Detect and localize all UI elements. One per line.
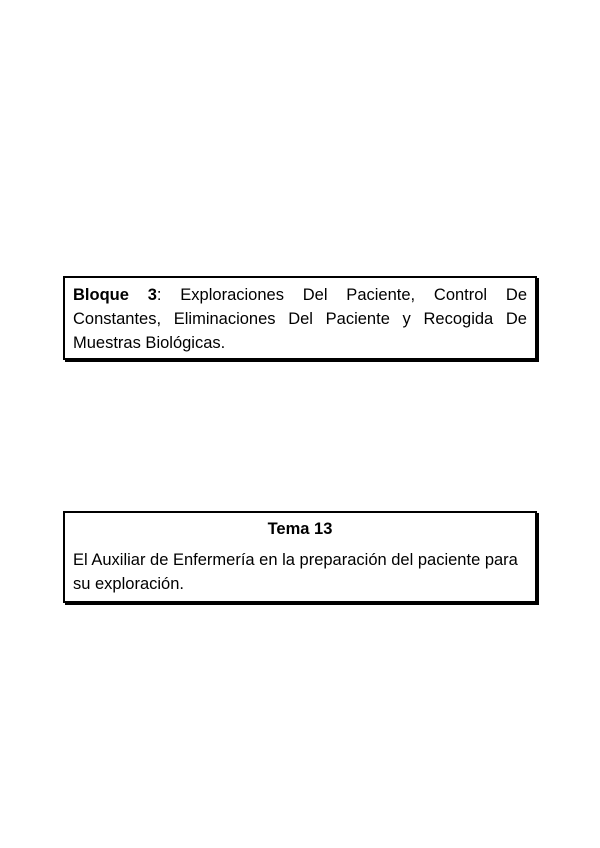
bloque-label: Bloque 3 [73, 286, 157, 304]
tema-title: Tema 13 [267, 520, 333, 538]
tema-box [63, 511, 537, 603]
bloque-description: Exploraciones Del Paciente, Control De Constantes, Eliminaciones Del Paciente y Recogida De Muestras Biológicas. [73, 286, 527, 352]
tema-description: El Auxiliar de Enfermería en la preparación del paciente para su exploración. [73, 551, 518, 593]
bloque-box [63, 276, 537, 360]
bloque-separator: : [156, 286, 162, 304]
